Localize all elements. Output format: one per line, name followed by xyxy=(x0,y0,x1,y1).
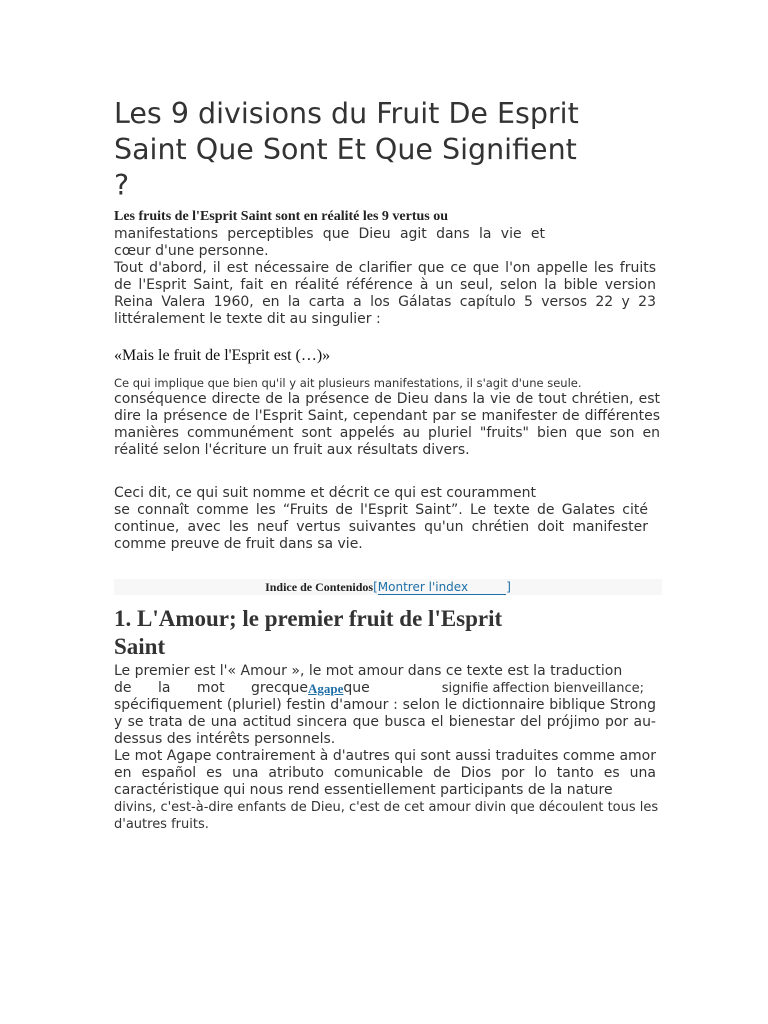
show-index-link[interactable]: Montrer l'index xyxy=(378,580,506,595)
toc-bracket-open: [ xyxy=(373,580,378,594)
paragraph-2-lead: Ce qui implique que bien qu'il y ait plusieurs manifestations, il s'agit d'une seule. xyxy=(114,376,582,390)
paragraph-3-line1: Ceci dit, ce qui suit nomme et décrit ce qui est couramment xyxy=(114,485,536,501)
bible-quote: «Mais le fruit de l'Esprit est (…)» xyxy=(114,347,331,364)
page-title: Les 9 divisions du Fruit De Esprit Saint Que Sont Et Que Signifient ? xyxy=(114,97,579,202)
agape-link[interactable]: Agape xyxy=(308,681,344,696)
document-page xyxy=(114,96,666,833)
paragraph-2: conséquence directe de la présence de Dieu dans la vie de tout chrétien, est dire la présence de l'Esprit Saint, cependant par se manifester de différentes manières communément sont appelés au pluriel "fruits" bien que son en réalité selon l'écriture un fruit aux résultats divers. xyxy=(114,391,660,458)
section-1-line2-que: que xyxy=(343,680,370,696)
section-1-line2-start: de la mot grecque xyxy=(114,680,309,696)
subtitle: Les fruits de l'Esprit Saint sont en réalité les 9 vertus ou xyxy=(114,209,449,224)
section-1-paragraph-a: spécifiquement (pluriel) festin d'amour : selon le dictionnaire biblique Strong y se trata de una actitud sincera que busca el bienestar del prójimo por au-dessus des intérêts personnels. xyxy=(114,697,656,747)
paragraph-3: se connaît comme les “Fruits de l'Esprit Saint”. Le texte de Galates cité continue, avec les neuf vertus suivantes qu'un chrétien doit manifester comme preuve de fruit dans sa vie. xyxy=(114,502,648,552)
section-1-line2-end: signifie affection bienveillance; xyxy=(441,681,644,696)
intro-line: manifestations perceptibles que Dieu agit dans la vie et cœur d'une personne. xyxy=(114,226,545,259)
section-1-paragraph-b-end: divins, c'est-à-dire enfants de Dieu, c'est de cet amour divin que découlent tous les d'autres fruits. xyxy=(114,800,659,832)
section-1-line2 xyxy=(114,680,644,697)
paragraph-1: Tout d'abord, il est nécessaire de clarifier que ce que l'on appelle les fruits de l'Esprit Saint, fait en réalité référence à un seul, selon la bible version Reina Valera 1960, en la carta a los Gálatas capítulo 5 versos 22 y 23 littéralement le texte dit au singulier : xyxy=(114,260,656,327)
toc-bracket-close: ] xyxy=(506,580,511,594)
section-1-paragraph-b: Le mot Agape contrairement à d'autres qui sont aussi traduites comme amor en español es una atributo comunicable de Dios por lo tanto es una caractéristique qui nous rend essentiellement participants de la nature xyxy=(114,748,656,798)
section-1-line1: Le premier est l'« Amour », le mot amour dans ce texte est la traduction xyxy=(114,663,623,679)
toc-label: Indice de Contenidos xyxy=(265,580,374,594)
section-1-heading: 1. L'Amour; le premier fruit de l'Esprit Saint xyxy=(114,606,503,659)
table-of-contents xyxy=(114,579,662,595)
